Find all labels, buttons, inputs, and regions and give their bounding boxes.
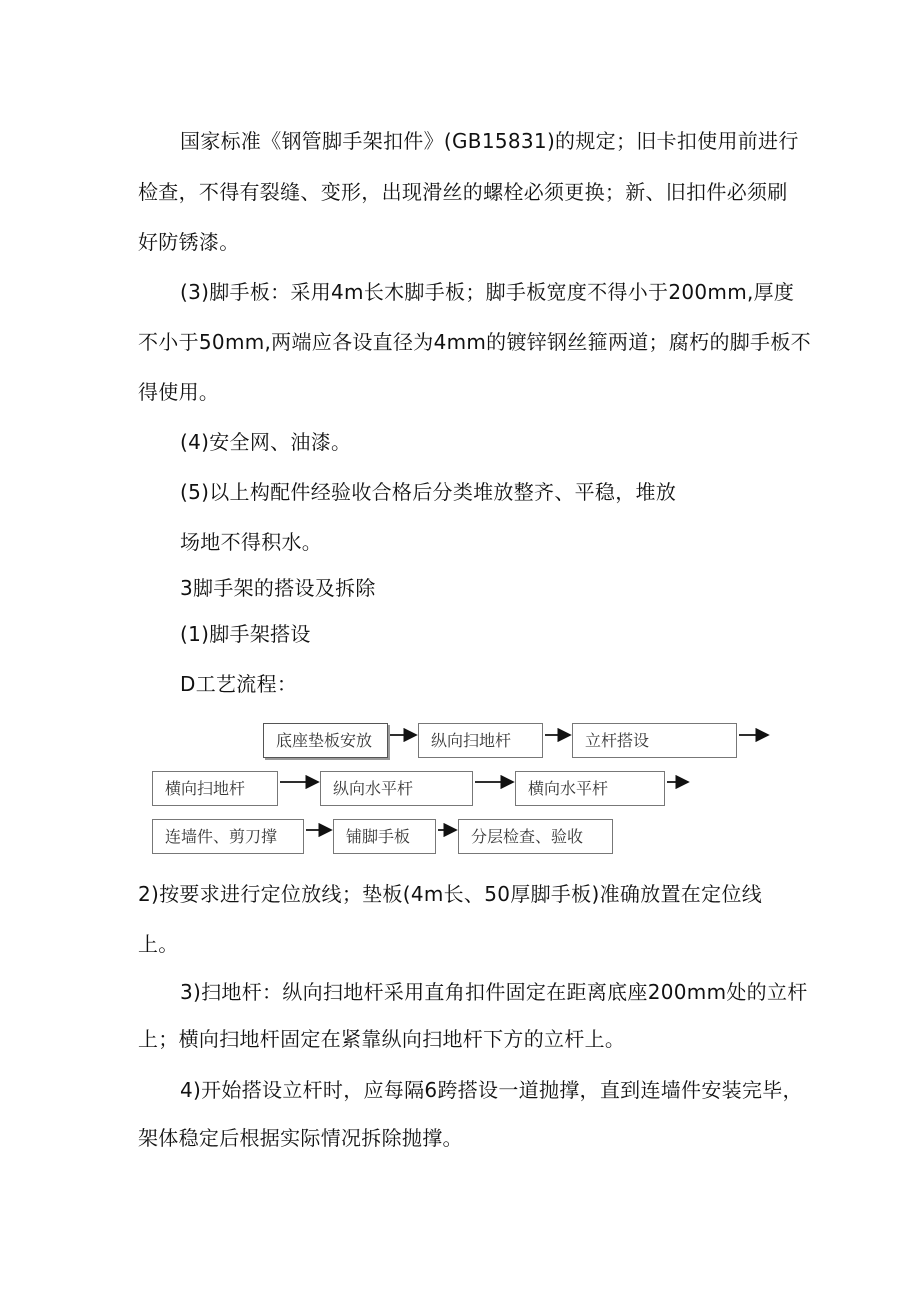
para-3: (4)安全网、油漆。 — [180, 430, 352, 454]
flow-step-vertical-pole: 立杆搭设 — [572, 723, 737, 758]
para-2-line-3: 得使用。 — [138, 380, 220, 404]
flow-step-longitudinal-sweep-rod: 纵向扫地杆 — [418, 723, 543, 758]
flow-step-layer-inspection: 分层检查、验收 — [458, 819, 613, 854]
flow-step-transverse-sweep-rod: 横向扫地杆 — [152, 771, 278, 806]
para-6-line-2: 上；横向扫地杆固定在紧靠纵向扫地杆下方的立杆上。 — [138, 1027, 626, 1051]
para-5-line-2: 上。 — [138, 932, 179, 956]
flow-step-base-plate: 底座垫板安放 — [263, 723, 388, 758]
step-1-label: D工艺流程： — [180, 672, 298, 696]
para-7-line-2: 架体稳定后根据实际情况拆除抛撑。 — [138, 1126, 463, 1150]
subsection-heading: (1)脚手架搭设 — [180, 622, 311, 646]
flow-step-longitudinal-horizontal-rod: 纵向水平杆 — [320, 771, 473, 806]
para-1-line-3: 好防锈漆。 — [138, 230, 240, 254]
para-1-line-2: 检查，不得有裂缝、变形，出现滑丝的螺栓必须更换；新、旧扣件必须刷 — [138, 180, 788, 204]
flow-step-wall-ties-bracing: 连墙件、剪刀撑 — [152, 819, 304, 854]
section-heading: 3脚手架的搭设及拆除 — [180, 576, 376, 600]
para-7-line-1: 4)开始搭设立杆时，应每隔6跨搭设一道抛撑，直到连墙件安装完毕， — [180, 1078, 803, 1102]
para-6-line-1: 3)扫地杆：纵向扫地杆采用直角扣件固定在距离底座200mm处的立杆 — [180, 980, 808, 1004]
flow-step-lay-scaffold-board: 铺脚手板 — [333, 819, 436, 854]
para-4-line-2: 场地不得积水。 — [180, 530, 323, 554]
para-4-line-1: (5)以上构配件经验收合格后分类堆放整齐、平稳，堆放 — [180, 480, 677, 504]
para-1-line-1: 国家标准《钢管脚手架扣件》(GB15831)的规定；旧卡扣使用前进行 — [180, 129, 799, 153]
para-2-line-2: 不小于50mm,两端应各设直径为4mm的镀锌钢丝箍两道；腐朽的脚手板不 — [138, 330, 811, 354]
para-5-line-1: 2)按要求进行定位放线；垫板(4m长、50厚脚手板)准确放置在定位线 — [138, 882, 762, 906]
flow-step-transverse-horizontal-rod: 横向水平杆 — [515, 771, 665, 806]
para-2-line-1: (3)脚手板：采用4m长木脚手板；脚手板宽度不得小于200mm,厚度 — [180, 280, 795, 304]
